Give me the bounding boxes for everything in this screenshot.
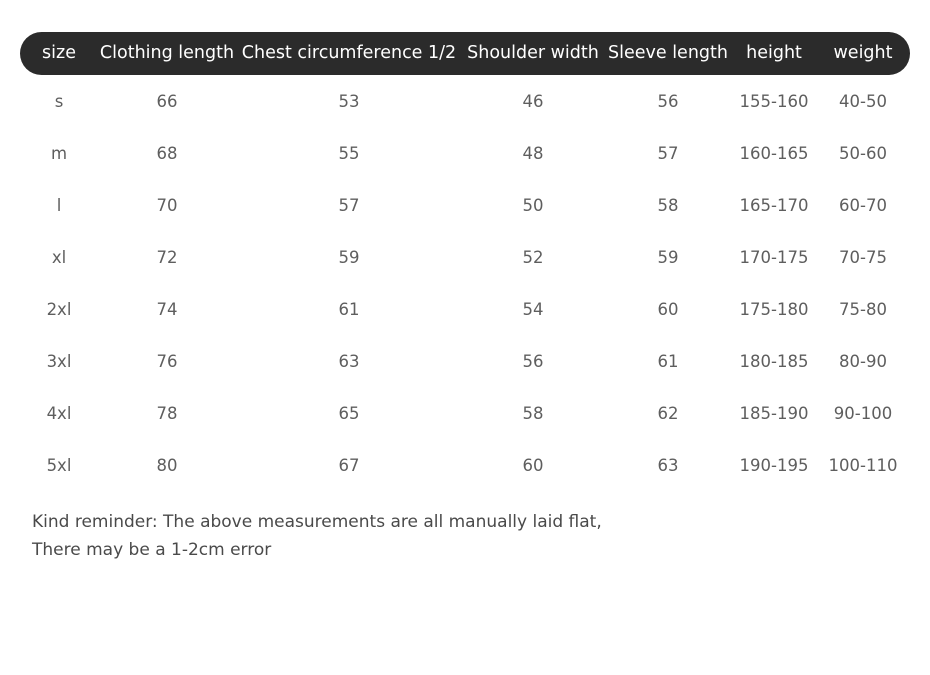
cell-shoulder-width: 48 <box>522 143 544 163</box>
cell-sleeve-length: 58 <box>657 195 679 215</box>
cell-weight: 70-75 <box>839 247 887 267</box>
cell-size: 3xl <box>46 351 72 371</box>
cell-weight: 50-60 <box>839 143 887 163</box>
table-row <box>20 439 910 491</box>
cell-height: 190-195 <box>739 455 809 475</box>
cell-chest-circumference: 65 <box>338 403 360 423</box>
cell-height: 155-160 <box>739 91 809 111</box>
cell-size: 5xl <box>46 455 72 475</box>
cell-chest-circumference: 67 <box>338 455 360 475</box>
cell-sleeve-length: 57 <box>657 143 679 163</box>
cell-clothing-length: 66 <box>156 91 178 111</box>
cell-height: 170-175 <box>739 247 809 267</box>
cell-shoulder-width: 50 <box>522 195 544 215</box>
cell-chest-circumference: 61 <box>338 299 360 319</box>
cell-chest-circumference: 57 <box>338 195 360 215</box>
cell-sleeve-length: 63 <box>657 455 679 475</box>
table-header <box>20 32 910 75</box>
column-header-shoulder-width: Shoulder width <box>467 43 599 63</box>
cell-size: l <box>56 195 62 215</box>
table-row <box>20 179 910 231</box>
cell-sleeve-length: 59 <box>657 247 679 267</box>
cell-shoulder-width: 52 <box>522 247 544 267</box>
column-header-chest-circumference: Chest circumference 1/2 <box>241 43 457 63</box>
note-line-2: There may be a 1-2cm error <box>32 539 272 560</box>
cell-clothing-length: 78 <box>156 403 178 423</box>
table-row <box>20 283 910 335</box>
cell-clothing-length: 80 <box>156 455 178 475</box>
cell-shoulder-width: 46 <box>522 91 544 111</box>
cell-chest-circumference: 55 <box>338 143 360 163</box>
column-header-clothing-length: Clothing length <box>99 43 235 63</box>
cell-weight: 60-70 <box>839 195 887 215</box>
cell-clothing-length: 72 <box>156 247 178 267</box>
cell-chest-circumference: 59 <box>338 247 360 267</box>
cell-clothing-length: 76 <box>156 351 178 371</box>
table-header-row <box>20 32 910 75</box>
column-header-size: size <box>42 43 76 63</box>
cell-clothing-length: 74 <box>156 299 178 319</box>
cell-size: 2xl <box>46 299 72 319</box>
cell-sleeve-length: 61 <box>657 351 679 371</box>
cell-weight: 100-110 <box>828 455 898 475</box>
cell-weight: 75-80 <box>839 299 887 319</box>
measurement-note <box>32 509 930 564</box>
cell-height: 160-165 <box>739 143 809 163</box>
cell-clothing-length: 68 <box>156 143 178 163</box>
table-row <box>20 231 910 283</box>
cell-height: 185-190 <box>739 403 809 423</box>
cell-size: xl <box>51 247 67 267</box>
note-line-1: Kind reminder: The above measurements are all manually laid flat, <box>32 512 602 532</box>
cell-height: 175-180 <box>739 299 809 319</box>
cell-height: 180-185 <box>739 351 809 371</box>
column-header-weight: weight <box>833 43 893 63</box>
size-chart-sheet <box>0 32 930 675</box>
cell-shoulder-width: 58 <box>522 403 544 423</box>
table-body <box>20 75 910 491</box>
cell-clothing-length: 70 <box>156 195 178 215</box>
cell-height: 165-170 <box>739 195 809 215</box>
cell-size: 4xl <box>46 403 72 423</box>
column-header-height: height <box>746 43 802 63</box>
column-header-sleeve-length: Sleeve length <box>608 43 728 63</box>
cell-chest-circumference: 63 <box>338 351 360 371</box>
table-row <box>20 335 910 387</box>
cell-weight: 90-100 <box>833 403 893 423</box>
cell-shoulder-width: 54 <box>522 299 544 319</box>
cell-sleeve-length: 56 <box>657 91 679 111</box>
cell-sleeve-length: 60 <box>657 299 679 319</box>
cell-shoulder-width: 60 <box>522 455 544 475</box>
table-row <box>20 387 910 439</box>
cell-weight: 40-50 <box>839 91 887 111</box>
cell-shoulder-width: 56 <box>522 351 544 371</box>
table-row <box>20 127 910 179</box>
cell-size: m <box>50 143 68 163</box>
cell-chest-circumference: 53 <box>338 91 360 111</box>
size-chart-table <box>20 32 910 491</box>
table-row <box>20 75 910 127</box>
cell-sleeve-length: 62 <box>657 403 679 423</box>
cell-size: s <box>54 91 64 111</box>
cell-weight: 80-90 <box>839 351 887 371</box>
